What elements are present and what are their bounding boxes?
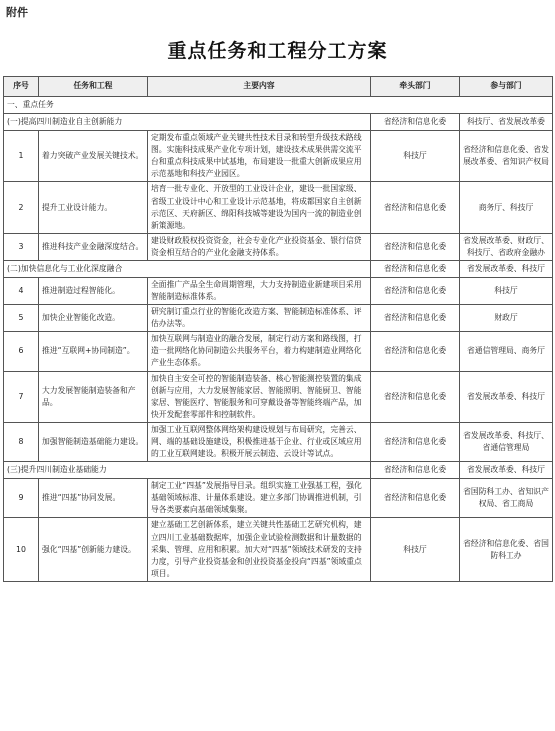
task-table (3, 76, 553, 582)
row-number: 6 (4, 332, 39, 371)
section-label: (一)提高四川制造业自主创新能力 (4, 114, 371, 131)
row-content: 建立基础工艺创新体系，建立关键共性基础工艺研究机构，建立四川工业基础数据库，加强企业试验检测数据和计量数据的采集、管理、应用和积累。加大对“四基”领域技术研发的支持力度，引导产业投资基金和创业投资基金投向“四基”领域重点项目。 (148, 518, 371, 581)
header-lead-dept: 牵头部门 (371, 77, 460, 97)
table-row (4, 182, 553, 233)
table-row (4, 233, 553, 260)
row-content: 加强工业互联网整体网络架构建设规划与布局研究，完善云、网、端的基础设施建设，积极推进基于企业、行业或区域应用的工业互联网建设。积极开展云制造、云设计等试点。 (148, 422, 371, 461)
attachment-label: 附件 (6, 6, 28, 19)
row-lead-dept: 科技厅 (371, 131, 460, 182)
table-row (4, 305, 553, 332)
table-header-row (4, 77, 553, 97)
row-task: 加快企业智能化改造。 (39, 305, 148, 332)
row-participant-dept: 商务厅、科技厅 (460, 182, 553, 233)
row-content: 建设财政股权投资资金，社会专业化产业投资基金、银行信贷资金相互结合的产业化金融支持体系。 (148, 233, 371, 260)
row-participant-dept: 省经济和信息化委、省国防科工办 (460, 518, 553, 581)
row-number: 8 (4, 422, 39, 461)
row-participant-dept: 财政厅 (460, 305, 553, 332)
row-participant-dept: 省发展改革委、科技厅 (460, 371, 553, 422)
section-label: (三)提升四川制造业基础能力 (4, 462, 371, 479)
section-participant-dept: 科技厅、省发展改革委 (460, 114, 553, 131)
section-row (4, 114, 553, 131)
row-content: 培育一批专业化、开放型的工业设计企业，建设一批国家级、省级工业设计中心和工业设计示范基地，将成都国家自主创新示范区、天府新区、绵阳科技城等建设为国内一流的制造业创新策源地。 (148, 182, 371, 233)
row-number: 5 (4, 305, 39, 332)
table-row (4, 479, 553, 518)
row-task: 加强智能制造基础能力建设。 (39, 422, 148, 461)
section-lead-dept: 省经济和信息化委 (371, 114, 460, 131)
row-number: 1 (4, 131, 39, 182)
row-number: 3 (4, 233, 39, 260)
row-lead-dept: 省经济和信息化委 (371, 371, 460, 422)
row-lead-dept: 省经济和信息化委 (371, 305, 460, 332)
row-task: 着力突破产业发展关键技术。 (39, 131, 148, 182)
row-participant-dept: 省发展改革委、财政厅、科技厅、省政府金融办 (460, 233, 553, 260)
section-participant-dept: 省发展改革委、科技厅 (460, 260, 553, 277)
row-task: 推进科技产业金融深度结合。 (39, 233, 148, 260)
section-label: (二)加快信息化与工业化深度融合 (4, 260, 371, 277)
row-lead-dept: 科技厅 (371, 518, 460, 581)
row-lead-dept: 省经济和信息化委 (371, 422, 460, 461)
row-participant-dept: 省通信管理局、商务厅 (460, 332, 553, 371)
page-title: 重点任务和工程分工方案 (167, 40, 388, 62)
table-row (4, 518, 553, 581)
row-task: 推进“互联网+协同制造”。 (39, 332, 148, 371)
row-content: 加快互联网与制造业的融合发展，制定行动方案和路线图，打造一批网络化协同制造公共服务平台，着力构建制造业网络化产业生态体系。 (148, 332, 371, 371)
top-section-row (4, 97, 553, 114)
section-row (4, 462, 553, 479)
row-participant-dept: 省国防科工办、省知识产权局、省工商局 (460, 479, 553, 518)
table-row (4, 278, 553, 305)
row-number: 2 (4, 182, 39, 233)
row-participant-dept: 省发展改革委、科技厅、省通信管理局 (460, 422, 553, 461)
row-lead-dept: 省经济和信息化委 (371, 278, 460, 305)
row-content: 定期发布重点领域产业关键共性技术目录和转型升级技术路线图。实施科技成果产业化专项计划，建设技术成果供需交流平台和重点科技成果中试基地，布局建设一批重大创新成果应用示范基地和科技产业园区。 (148, 131, 371, 182)
row-task: 强化“四基”创新能力建设。 (39, 518, 148, 581)
row-number: 10 (4, 518, 39, 581)
row-lead-dept: 省经济和信息化委 (371, 233, 460, 260)
table-row (4, 131, 553, 182)
row-task: 大力发展智能制造装备和产品。 (39, 371, 148, 422)
row-participant-dept: 省经济和信息化委、省发展改革委、省知识产权局 (460, 131, 553, 182)
row-number: 9 (4, 479, 39, 518)
row-lead-dept: 省经济和信息化委 (371, 182, 460, 233)
row-task: 推进制造过程智能化。 (39, 278, 148, 305)
table-row (4, 371, 553, 422)
row-content: 全面推广产品全生命周期管理，大力支持制造业新建项目采用智能制造标准体系。 (148, 278, 371, 305)
section-row (4, 260, 553, 277)
header-content: 主要内容 (148, 77, 371, 97)
row-lead-dept: 省经济和信息化委 (371, 332, 460, 371)
row-content: 加快自主安全可控的智能制造装备、核心智能测控装置的集成创新与应用，大力发展智能家居、智能照明、智能厨卫、智能家居、智能医疗、智能服务和可穿戴设备等智能终端产品，加快开发配套零部件和控制软件。 (148, 371, 371, 422)
header-participant-dept: 参与部门 (460, 77, 553, 97)
row-task: 提升工业设计能力。 (39, 182, 148, 233)
row-participant-dept: 科技厅 (460, 278, 553, 305)
row-task: 推进“四基”协同发展。 (39, 479, 148, 518)
header-task: 任务和工程 (39, 77, 148, 97)
header-number: 序号 (4, 77, 39, 97)
row-content: 制定工业“四基”发展指导目录。组织实施工业强基工程，强化基础领域标准、计量体系建设。建立多部门协调推进机制，引导各类要素向基础领域集聚。 (148, 479, 371, 518)
section-lead-dept: 省经济和信息化委 (371, 260, 460, 277)
top-section-label: 一、重点任务 (4, 97, 553, 114)
row-number: 4 (4, 278, 39, 305)
table-row (4, 332, 553, 371)
table-row (4, 422, 553, 461)
row-content: 研究制订重点行业的智能化改造方案、智能制造标准体系、评估办法等。 (148, 305, 371, 332)
section-participant-dept: 省发展改革委、科技厅 (460, 462, 553, 479)
section-lead-dept: 省经济和信息化委 (371, 462, 460, 479)
row-lead-dept: 省经济和信息化委 (371, 479, 460, 518)
row-number: 7 (4, 371, 39, 422)
